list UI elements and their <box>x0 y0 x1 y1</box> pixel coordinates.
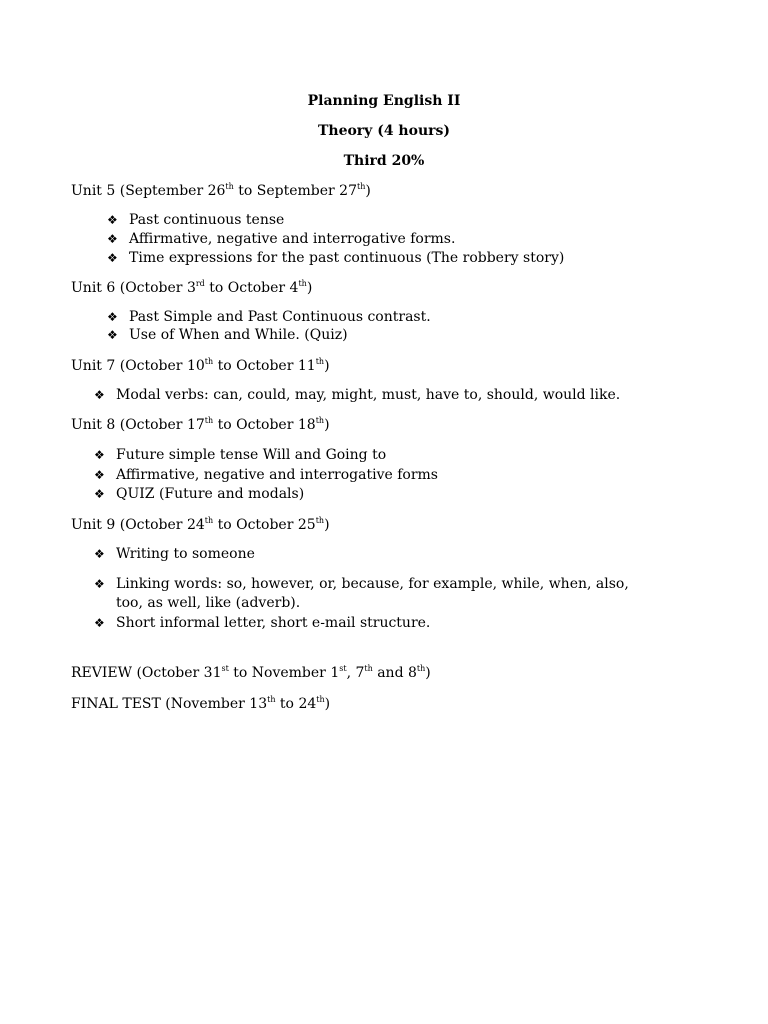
diamond-bullet-icon: ❖ <box>94 547 105 561</box>
list-item: ❖ Use of When and While. (Quiz) <box>107 327 348 343</box>
document-period: Third 20% <box>343 153 425 169</box>
unit-5-heading: Unit 5 (September 26th to September 27th) <box>71 182 371 199</box>
list-item: ❖ Modal verbs: can, could, may, might, must, have to, should, would like. <box>94 387 621 403</box>
unit-7-heading: Unit 7 (October 10th to October 11th) <box>71 357 330 374</box>
list-item: ❖ QUIZ (Future and modals) <box>94 486 305 502</box>
diamond-bullet-icon: ❖ <box>94 468 105 482</box>
document-title: Planning English II <box>307 93 461 109</box>
diamond-bullet-icon: ❖ <box>94 448 105 462</box>
review-line: REVIEW (October 31st to November 1st, 7th and 8th) <box>71 664 431 681</box>
diamond-bullet-icon: ❖ <box>94 388 105 402</box>
list-item: ❖ Future simple tense Will and Going to <box>94 447 387 463</box>
diamond-bullet-icon: ❖ <box>107 213 118 227</box>
list-item: ❖ Past continuous tense <box>107 212 285 228</box>
diamond-bullet-icon: ❖ <box>94 487 105 501</box>
list-item: ❖ Time expressions for the past continuous (The robbery story) <box>107 250 565 266</box>
list-item: ❖ Short informal letter, short e-mail structure. <box>94 615 431 631</box>
diamond-bullet-icon: ❖ <box>107 310 118 324</box>
diamond-bullet-icon: ❖ <box>94 577 105 591</box>
list-item: ❖ Linking words: so, however, or, because, for example, while, when, also, too, as well, like (adverb). <box>94 576 629 611</box>
list-item: ❖ Past Simple and Past Continuous contrast. <box>107 309 431 325</box>
final-test-line: FINAL TEST (November 13th to 24th) <box>71 695 331 712</box>
list-item: ❖ Affirmative, negative and interrogative forms <box>94 467 438 483</box>
list-item: ❖ Affirmative, negative and interrogative forms. <box>107 231 456 247</box>
diamond-bullet-icon: ❖ <box>107 251 118 265</box>
unit-6-heading: Unit 6 (October 3rd to October 4th) <box>71 279 313 296</box>
diamond-bullet-icon: ❖ <box>107 328 118 342</box>
list-item: ❖ Writing to someone <box>94 546 255 562</box>
diamond-bullet-icon: ❖ <box>94 616 105 630</box>
document-subtitle: Theory (4 hours) <box>317 123 451 139</box>
unit-9-heading: Unit 9 (October 24th to October 25th) <box>71 516 330 533</box>
unit-8-heading: Unit 8 (October 17th to October 18th) <box>71 416 330 433</box>
diamond-bullet-icon: ❖ <box>107 232 118 246</box>
